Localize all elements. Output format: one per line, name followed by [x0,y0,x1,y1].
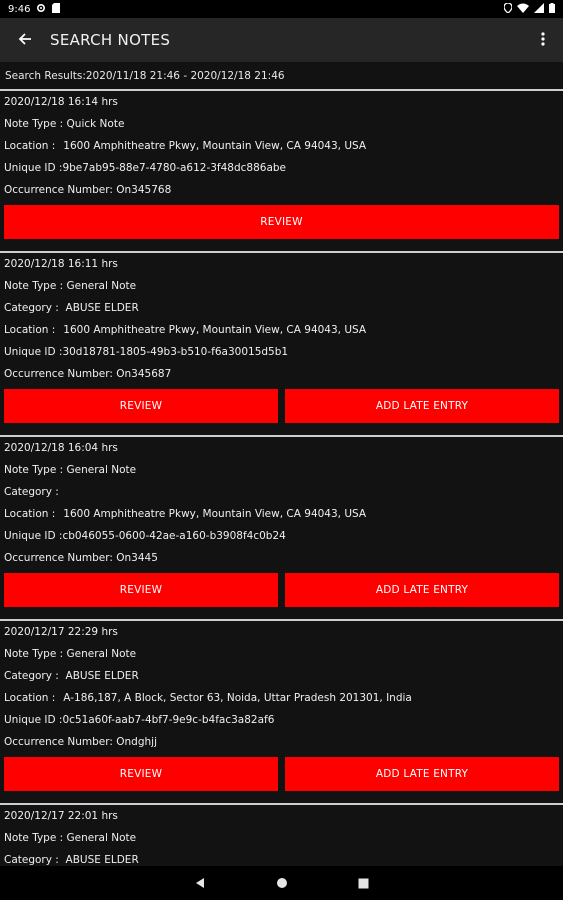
unique-id-value: 0c51a60f-aab7-4bf7-9e9c-b4fac3a82af6 [62,714,275,726]
app-bar [0,18,563,62]
settings-icon [36,3,46,16]
unique-id-value: 9be7ab95-88e7-4780-a612-3f48dc886abe [62,162,287,174]
note-date: 2020/12/18 16:14 hrs [4,96,118,108]
occurrence-label: Occurrence Number: [4,552,113,564]
occurrence-row [4,731,559,753]
location-label: Location : [4,324,56,336]
nav-recents-button[interactable] [358,874,369,893]
note-type-row [4,113,559,135]
review-button[interactable]: REVIEW [4,205,559,239]
page-title: SEARCH NOTES [50,31,171,49]
occurrence-value: On345687 [116,368,172,380]
location-row [4,687,559,709]
category-label: Category : [4,302,59,314]
category-label: Category : [4,486,59,498]
unique-id-row [4,341,559,363]
note-type-value: General Note [66,280,137,292]
occurrence-label: Occurrence Number: [4,736,113,748]
unique-id-value: cb046055-0600-42ae-a160-b3908f4c0b24 [62,530,286,542]
note-type-label: Note Type : [4,118,64,130]
add-late-entry-button[interactable]: ADD LATE ENTRY [285,389,559,423]
add-late-entry-button[interactable]: ADD LATE ENTRY [285,573,559,607]
occurrence-value: On345768 [116,184,172,196]
unique-id-label: Unique ID : [4,530,63,542]
note-type-label: Note Type : [4,280,64,292]
notes-list[interactable] [0,91,563,866]
location-label: Location : [4,508,56,520]
location-value: 1600 Amphitheatre Pkwy, Mountain View, CA 94043, USA [63,508,367,520]
location-icon [504,3,512,16]
occurrence-row [4,547,559,569]
sd-card-icon [52,3,60,16]
note-card [0,253,563,437]
note-card [0,805,563,866]
note-card [0,621,563,805]
location-row [4,503,559,525]
note-type-value: General Note [66,464,137,476]
category-row [4,297,559,319]
back-button[interactable] [0,18,50,62]
unique-id-label: Unique ID : [4,346,63,358]
location-label: Location : [4,140,56,152]
occurrence-row [4,179,559,201]
unique-id-row [4,709,559,731]
search-results-header: Search Results:2020/11/18 21:46 - 2020/12/18 21:46 [0,62,563,91]
review-button[interactable]: REVIEW [4,389,278,423]
wifi-icon [517,3,529,16]
note-date: 2020/12/17 22:01 hrs [4,810,118,822]
note-card [0,437,563,621]
location-value: A-186,187, A Block, Sector 63, Noida, Uttar Pradesh 201301, India [63,692,412,704]
arrow-left-icon [18,31,32,50]
category-label: Category : [4,854,59,866]
category-value: ABUSE ELDER [65,854,139,866]
unique-id-row [4,525,559,547]
note-type-value: General Note [66,832,137,844]
overflow-menu-button[interactable] [523,18,563,62]
battery-icon [549,3,555,16]
note-type-row [4,459,559,481]
location-row [4,135,559,157]
note-type-row [4,827,559,849]
location-value: 1600 Amphitheatre Pkwy, Mountain View, CA 94043, USA [63,140,367,152]
occurrence-label: Occurrence Number: [4,184,113,196]
category-value: ABUSE ELDER [65,302,139,314]
note-date: 2020/12/17 22:29 hrs [4,626,118,638]
note-type-value: General Note [66,648,137,660]
status-bar [0,0,563,18]
note-type-row [4,643,559,665]
review-button[interactable]: REVIEW [4,573,278,607]
note-type-label: Note Type : [4,464,64,476]
occurrence-value: Ondghjj [116,736,157,748]
review-button[interactable]: REVIEW [4,757,278,791]
occurrence-row [4,363,559,385]
category-label: Category : [4,670,59,682]
system-nav-bar [0,866,563,900]
category-value: ABUSE ELDER [65,670,139,682]
location-label: Location : [4,692,56,704]
nav-home-button[interactable] [276,874,288,893]
note-type-label: Note Type : [4,648,64,660]
note-date: 2020/12/18 16:11 hrs [4,258,118,270]
status-time: 9:46 [8,3,31,15]
add-late-entry-button[interactable]: ADD LATE ENTRY [285,757,559,791]
more-vert-icon [541,31,545,50]
unique-id-label: Unique ID : [4,162,63,174]
occurrence-value: On3445 [116,552,158,564]
note-type-row [4,275,559,297]
unique-id-row [4,157,559,179]
location-row [4,319,559,341]
occurrence-label: Occurrence Number: [4,368,113,380]
note-date: 2020/12/18 16:04 hrs [4,442,118,454]
location-value: 1600 Amphitheatre Pkwy, Mountain View, CA 94043, USA [63,324,367,336]
unique-id-value: 30d18781-1805-49b3-b510-f6a30015d5b1 [62,346,289,358]
signal-icon [534,3,544,16]
note-card [0,91,563,253]
note-type-value: Quick Note [66,118,125,130]
unique-id-label: Unique ID : [4,714,63,726]
note-type-label: Note Type : [4,832,64,844]
category-row [4,481,559,503]
category-row [4,849,559,866]
category-row [4,665,559,687]
nav-back-button[interactable] [194,874,206,893]
